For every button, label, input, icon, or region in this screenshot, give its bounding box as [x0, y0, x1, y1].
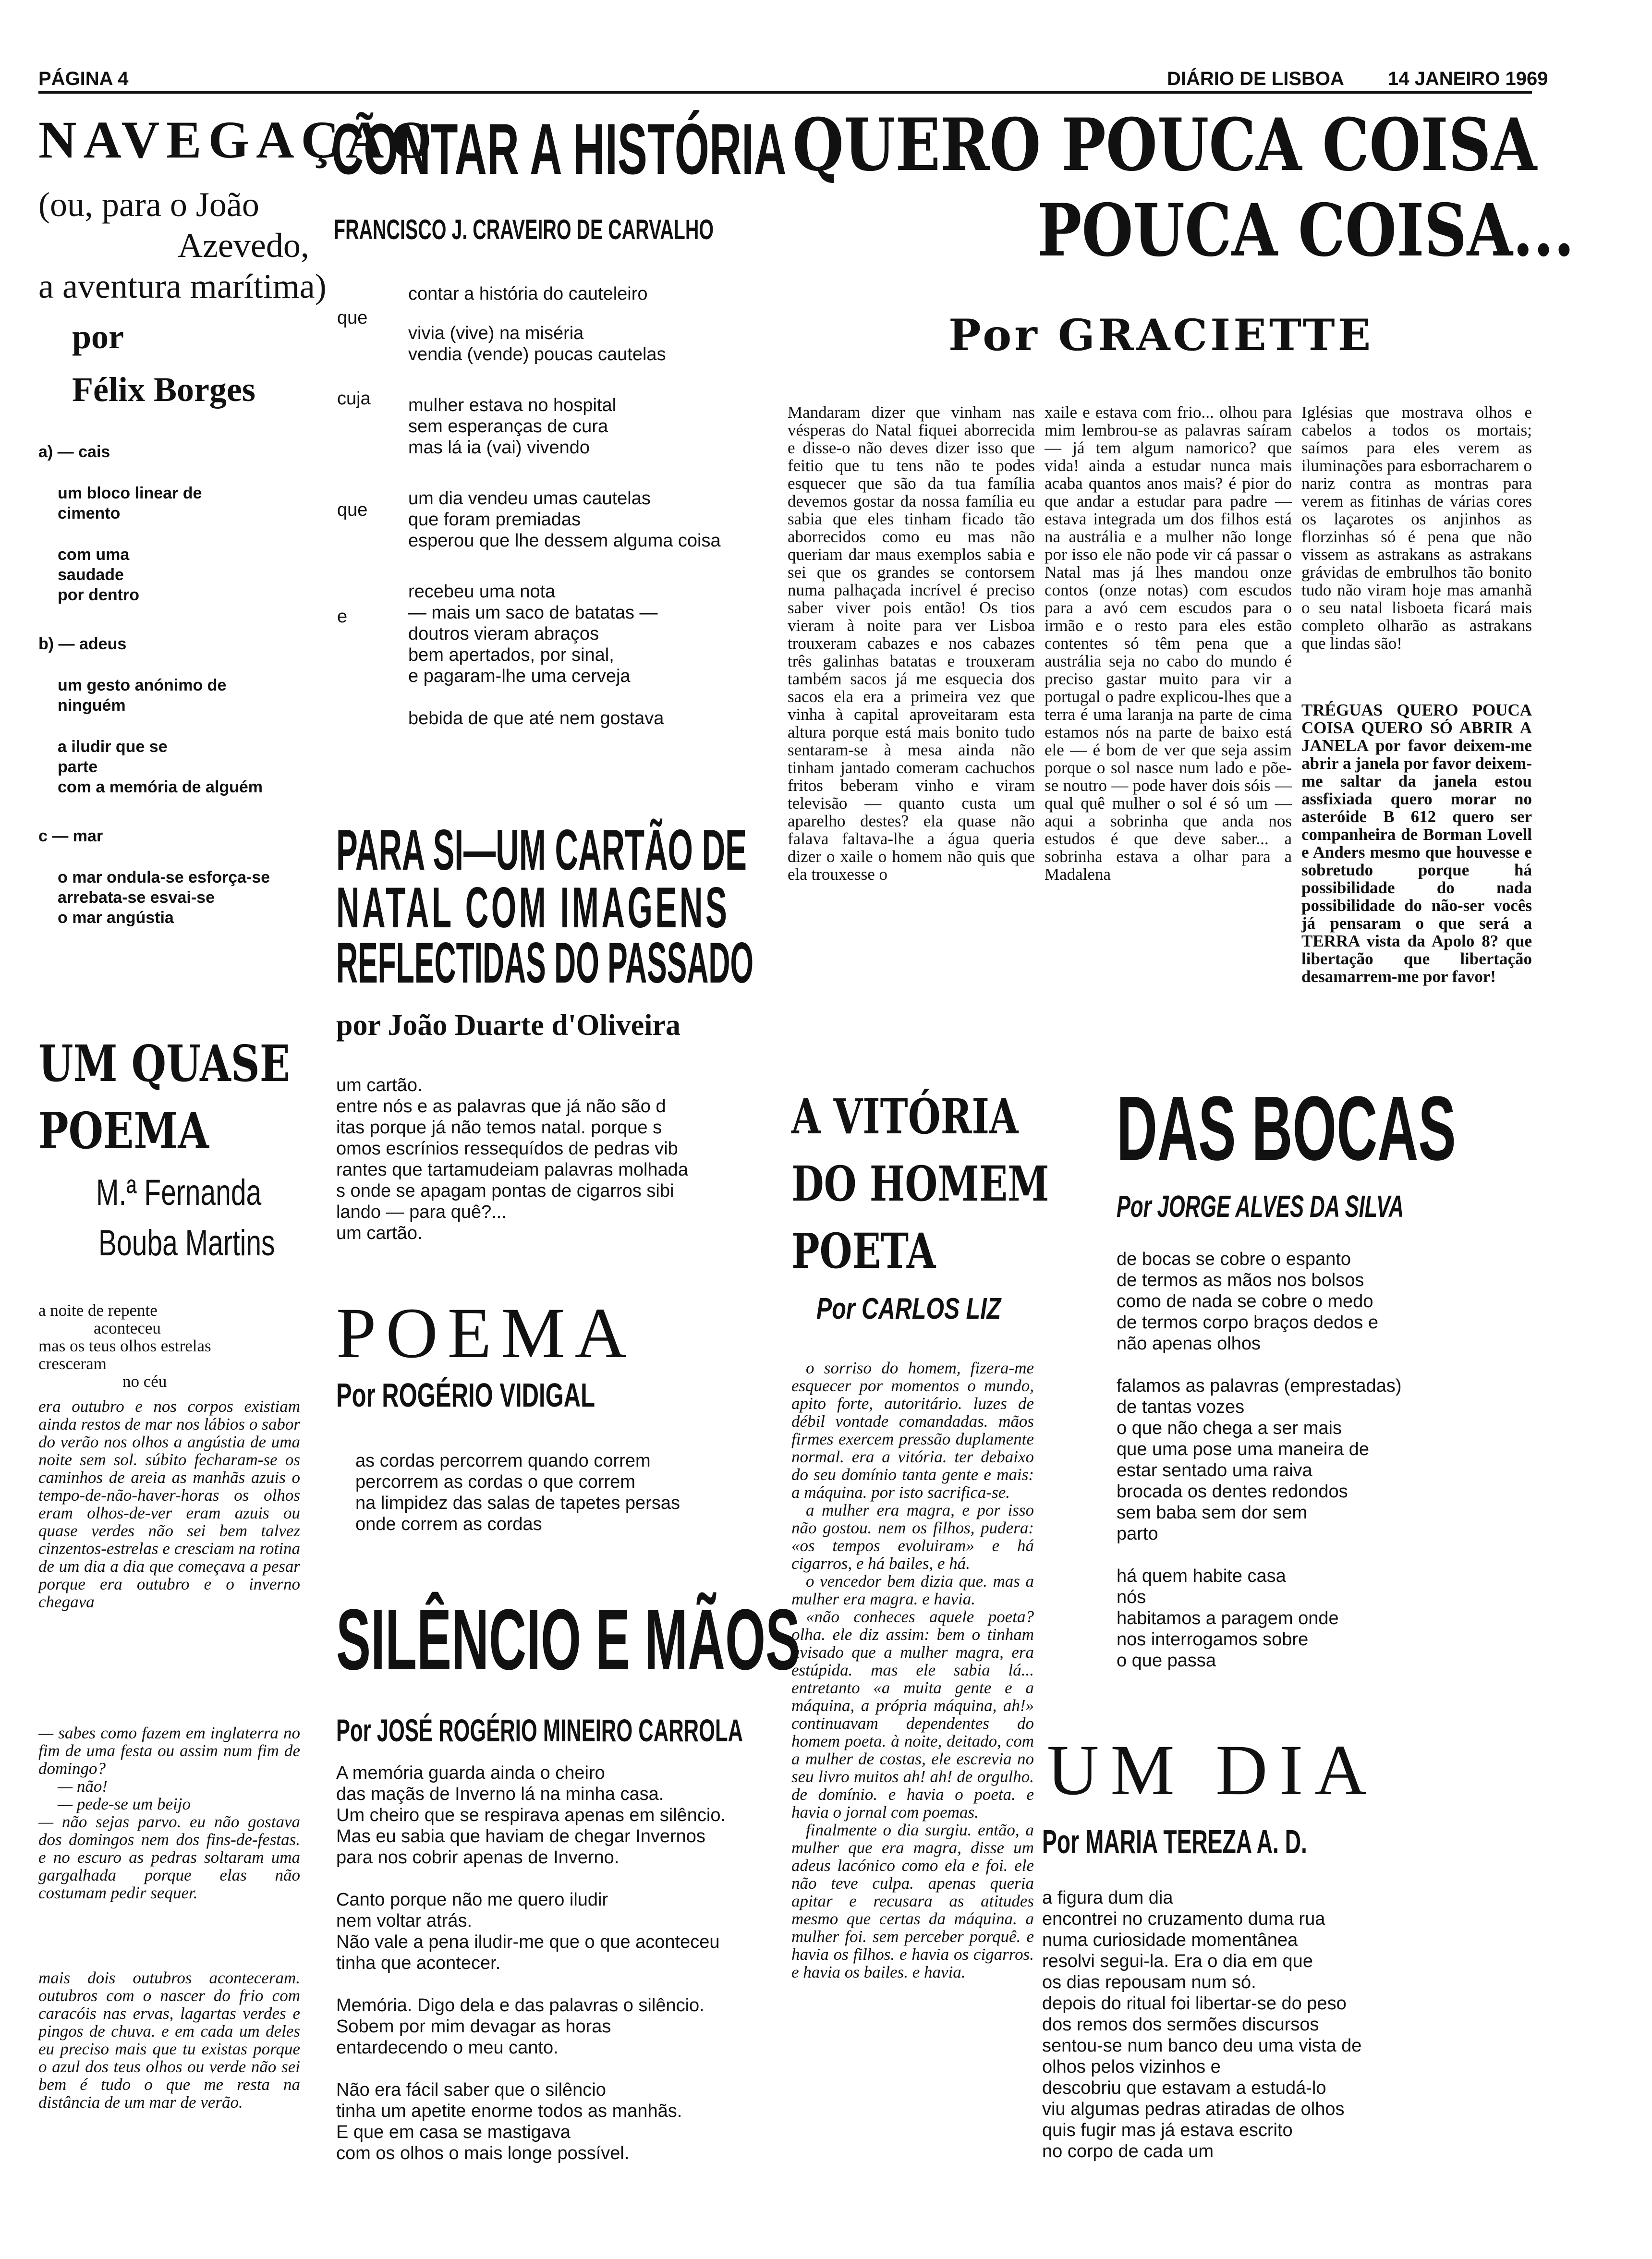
issue-date: 14 JANEIRO 1969 [1388, 68, 1548, 89]
poem-line: Não vale a pena iludir-me que o que aconteceu [336, 1932, 720, 1952]
poem-line: no corpo de cada um [1042, 2141, 1214, 2162]
poem-line: cimento [58, 504, 121, 522]
quase-author-1-text: M.ª Fernanda [96, 1172, 262, 1213]
vitoria-title-3-text: POETA [791, 1223, 936, 1279]
text-line: omos escrínios ressequídos de pedras vib [336, 1139, 678, 1159]
text-line: entre nós e as palavras que já não são d [336, 1096, 666, 1117]
poem-line: nós [1117, 1587, 1146, 1607]
paragraph: o sorriso do homem, fizera-me esquecer por momentos o mundo, apito forte, autoritário. luzes de débil vontade comandadas. mãos firmes exercem pressão duplamente normal. era a vitória. ter debaixo do seu domínio tanta gente e mais: a máquina. por isto sacrifica-se. [791, 1359, 1034, 1502]
poem-line: contar a história do cauteleiro [408, 284, 648, 304]
poem-line: de termos as mãos nos bolsos [1117, 1270, 1364, 1290]
quero-title-2-text: POUCA COISA... [1037, 188, 1575, 273]
poem-line: um dia vendeu umas cautelas [408, 488, 651, 509]
paragraph: a mulher era magra, e por isso não gostou. nem os filhos, pudera: «os tempos evoluiram» e há cigarros, e há bailes, e há. [791, 1501, 1034, 1573]
quero-column-3a: Iglésias que mostrava olhos e cabelos a todos os mortais; saímos para eles verem as iluminações para esborracharem o nariz contra as montras para verem as fitinhas de várias cores os laçarotes os anjinhos as florzinhas só é pena que não vissem as astrakans as astrakans grávidas de embrulhos tão bonito tudo não viram hoje mas amanhã o seu natal lisboeta ficará mais completo olharão as astrakans que lindas são! [1301, 403, 1532, 653]
stanza [336, 2079, 792, 2164]
paragraph: «não conheces aquele poeta? olha. ele diz assim: bem o tinham avisado que a mulher magra, era estúpida. mas ele sabia lá... entretanto «a muita gente e a máquina, a própria máquina, ah!» continuavam dependentes do homem poeta. à noite, deitado, com a mulher de costas, ele escrevia no seu livro muitos ah! ah! de orgulho. de domínio. e havia o poeta. e havia o jornal com poemas. [791, 1607, 1034, 1822]
para-si-title-1 [336, 818, 1069, 882]
poem-line: nos interrogamos sobre [1117, 1629, 1309, 1650]
poem-line: o que passa [1117, 1651, 1216, 1671]
quero-column-3b: TRÉGUAS QUERO POUCA COISA QUERO SÓ ABRIR A JANELA por favor deixem-me abrir a janela por favor deixem-me saltar da janela estou assfixiada quero morar no asteróide B 612 quero ser companheira de Borman Lovell e Anders mesmo que houvesse e sobretudo porque há possibilidade do nada possibilidade do não-ser vocês já pensaram o que será a TERRA vista da Apolo 8? que libertação que libertação desamarrem-me por favor! [1301, 701, 1532, 986]
quase-author-2 [98, 1222, 334, 1264]
para-si-author: por João Duarte d'Oliveira [336, 1009, 680, 1042]
quase-author-1 [96, 1172, 316, 1214]
vitoria-title-2-text: DO HOMEM [791, 1155, 1049, 1212]
quase-title-2-text: POEMA [38, 1101, 209, 1160]
quase-author-2-text: Bouba Martins [98, 1223, 275, 1263]
poem-line: o que não chega a ser mais [1117, 1418, 1342, 1438]
para-si-text [336, 1075, 788, 1244]
contar-title-text: CONTAR A HISTÓRIA [331, 109, 787, 189]
poem-line: mas os teus olhos estrelas [38, 1336, 211, 1355]
poem-line: o mar ondula-se esforça-se [58, 868, 270, 887]
quase-intro [38, 1301, 307, 1390]
poem-line: com os olhos o mais longe possível. [336, 2143, 630, 2163]
navegacao-title: NAVEGAÇÃO [38, 110, 438, 169]
para-si-title-2-text: NATAL COM IMAGENS [336, 875, 730, 940]
text-line: um cartão. [336, 1223, 423, 1243]
para-si-title-3-text: REFLECTIDAS DO PASSADO [336, 931, 754, 995]
poem-line: para nos cobrir apenas de Inverno. [336, 1847, 620, 1868]
poem-line: que uma pose uma maneira de [1117, 1439, 1369, 1459]
poem-line: parte [58, 758, 98, 776]
page-number: PÁGINA 4 [38, 68, 129, 89]
poema-author-text: Por ROGÉRIO VIDIGAL [336, 1376, 595, 1414]
poem-line: doutros vieram abraços [408, 624, 599, 644]
poem-line: Mas eu sabia que haviam de chegar Invernos [336, 1826, 705, 1846]
text-line: rantes que tartamudeiam palavras molhada [336, 1160, 688, 1180]
dialogue-line: — pede-se um beijo [58, 1795, 191, 1813]
quase-title-1-text: UM QUASE [38, 1034, 291, 1093]
poem-line: b) — adeus [38, 635, 127, 653]
poem-line: entardecendo o meu canto. [336, 2038, 559, 2058]
bocas-author-text: Por JORGE ALVES DA SILVA [1117, 1189, 1404, 1224]
vitoria-title-2 [791, 1157, 1122, 1210]
navegacao-author: Félix Borges [72, 370, 255, 409]
quase-closing: mais dois outubros aconteceram. outubros com o nascer do frio com caracóis nas ervas, lagartas verdes e pingos de chuva. e em cada um deles eu preciso mais que tu existas porque o azul dos teus olhos ou verde não sei bem é tudo o que me resta na distância de um mar de verão. [38, 1969, 300, 2112]
poem-line: Sobem por mim devagar as horas [336, 2016, 611, 2037]
poema-author [336, 1376, 706, 1414]
contar-left-word-4: e [337, 607, 348, 627]
umdia-title: UM DIA [1047, 1730, 1378, 1810]
poem-line: dos remos dos sermões discursos [1042, 2015, 1319, 2035]
poem-line: Um cheiro que se respirava apenas em silêncio. [336, 1805, 726, 1825]
quase-body: era outubro e nos corpos existiam ainda restos de mar nos lábios o sabor do verão nos olhos a angústia de uma noite sem sol. súbito fecharam-se os caminhos de areia as manhãs azuis o tempo-de-não-haver-horas os olhos eram olhos-de-ver eram azuis ou quase verdes não sei bem talvez cinzentos-estrelas e cresciam na rotina de um dia a dia que começava a pesar porque era outubro e o inverno chegava [38, 1397, 300, 1611]
paragraph: finalmente o dia surgiu. então, a mulher que era magra, disse um adeus lacónico como ela e foi. ele não teve culpa. apenas queria apitar e recusara as atitudes mesmo que certas da máquina. a mulher foi. sem perceber porquê. e havia os filhos. e havia os cigarros. e havia os bailes. e havia. [791, 1821, 1034, 1981]
navegacao-poem [38, 442, 327, 928]
poem-line: com uma [58, 546, 130, 564]
poem-line: como de nada se cobre o medo [1117, 1291, 1373, 1312]
poem-line: um bloco linear de [58, 484, 202, 502]
poem-line: um gesto anónimo de [58, 676, 227, 694]
navegacao-by: por [72, 317, 124, 356]
silencio-text [336, 1762, 792, 2164]
contar-author [334, 214, 892, 246]
quero-author: Por GRACIETTE [948, 310, 1374, 361]
quase-title-1 [38, 1034, 353, 1093]
para-si-title-2 [336, 875, 1039, 940]
poem-line: falamos as palavras (emprestadas) [1117, 1376, 1402, 1396]
quase-dialogue [38, 1724, 300, 1979]
vitoria-title-3 [791, 1225, 976, 1277]
vitoria-text [791, 1359, 1034, 2175]
poem-line: onde correm as cordas [355, 1514, 542, 1534]
poem-line: vendia (vende) poucas cautelas [408, 344, 666, 364]
vitoria-title-1-text: A VITÓRIA [791, 1088, 1019, 1145]
para-si-title-1-text: PARA SI—UM CARTÃO DE [336, 818, 747, 882]
poem-line: habitamos a paragem onde [1117, 1608, 1339, 1628]
poem-line: com a memória de alguém [58, 778, 263, 796]
poem-line: de tantas vozes [1117, 1397, 1245, 1417]
poem-line: cresceram [38, 1354, 107, 1373]
poem-line: e pagaram-lhe uma cerveja [408, 666, 631, 686]
poem-line: olhos pelos vizinhos e [1042, 2057, 1221, 2077]
poem-line: descobriu que estavam a estudá-lo [1042, 2078, 1326, 2098]
quase-title-2 [38, 1101, 252, 1160]
text-line: lando — para quê?... [336, 1202, 507, 1222]
navegacao-subtitle-1: (ou, para o João [38, 185, 259, 224]
poem-line: a iludir que se [58, 738, 168, 756]
poem-line: Memória. Digo dela e das palavras o silêncio. [336, 1995, 705, 2016]
poem-line: percorrem as cordas o que correm [355, 1472, 635, 1492]
contar-author-text: FRANCISCO J. CRAVEIRO DE CARVALHO [334, 214, 714, 245]
header-rule [38, 91, 1532, 94]
poem-line: bebida de que até nem gostava [408, 708, 664, 729]
poem-line: nem voltar atrás. [336, 1911, 472, 1931]
poem-line: E que em casa se mastigava [336, 2122, 571, 2142]
vitoria-author-text: Por CARLOS LIZ [816, 1292, 1001, 1325]
navegacao-subtitle-3: a aventura marítima) [38, 267, 327, 305]
poem-line: aconteceu [94, 1319, 161, 1337]
poem-line: tinha que acontecer. [336, 1953, 501, 1973]
poem-line: vivia (vive) na miséria [408, 323, 584, 343]
poem-line: não apenas olhos [1117, 1334, 1261, 1354]
poem-line: por dentro [58, 586, 139, 604]
poem-line: numa curiosidade momentânea [1042, 1930, 1298, 1950]
bocas-title-text: DAS BOCAS [1117, 1078, 1456, 1179]
poem-line: encontrei no cruzamento duma rua [1042, 1909, 1325, 1929]
poem-line: mulher estava no hospital [408, 395, 617, 415]
poem-line: brocada os dentes redondos [1117, 1482, 1348, 1502]
poem-line: parto [1117, 1524, 1158, 1544]
poem-line: viu algumas pedras atiradas de olhos [1042, 2099, 1345, 2119]
vitoria-title-1 [791, 1090, 1082, 1143]
poem-line: sem esperanças de cura [408, 416, 608, 437]
quero-title-1-text: QUERO POUCA COISA [792, 103, 1537, 187]
poem-line: mas lá ia (vai) vivendo [408, 437, 590, 458]
poem-line: a) — cais [38, 443, 110, 461]
poem-line: a figura dum dia [1042, 1888, 1173, 1908]
poem-line: resolvi segui-la. Era o dia em que [1042, 1951, 1313, 1971]
poem-line: ninguém [58, 696, 126, 715]
poem-line: os dias repousam num só. [1042, 1972, 1256, 1992]
newspaper-name: DIÁRIO DE LISBOA [1167, 68, 1344, 89]
poem-line: tinha um apetite enorme todos as manhãs. [336, 2101, 682, 2121]
stanza [336, 1762, 792, 1868]
dialogue-line: — não! [58, 1777, 108, 1796]
quero-column-2: xaile e estava com frio... olhou para mim lembrou-se as palavras saíram — já tem algum namorico? que vida! ainda a estudar nunca mais acaba quantos anos mais? é pior do que andar a estudar para padre — estava integrada um dos filhos está na austrália e a mulher não longe por isso ele não pode vir cá passar o Natal mas já lhes mandou onze contos (onze notas) com escudos para a avó cem escudos para o irmão e o resto para eles estão contentes só têm pena que a austrália seja no cabo do mundo é preciso gastar muito para vir a portugal o padre explicou-lhes que a terra é uma laranja na parte de cima estamos nós na parte de baixo está ele — é bom de ver que seja assim porque o sol nasce num lado e põe-se noutro — pode haver dois sóis — qual quê mulher o sol é só um — aqui a sobrinha que anda nos estudos é que deve saber... a sobrinha estava a olhar para a Madalena [1045, 403, 1292, 884]
poem-line: as cordas percorrem quando correm [355, 1451, 651, 1471]
poem-line: sem baba sem dor sem [1117, 1503, 1308, 1523]
poem-line: recebeu uma nota [408, 582, 556, 602]
navegacao-subtitle-2: Azevedo, [178, 226, 309, 265]
stanza [336, 1995, 792, 2058]
bocas-title [1117, 1078, 1652, 1179]
poem-line: Não era fácil saber que o silêncio [336, 2080, 606, 2100]
silencio-author-text: Por JOSÉ ROGÉRIO MINEIRO CARROLA [336, 1712, 743, 1748]
poem-line: esperou que lhe dessem alguma coisa [408, 531, 721, 551]
poem-line: depois do ritual foi libertar-se do peso [1042, 1993, 1347, 2014]
umdia-text [1042, 1887, 1532, 2162]
contar-left-word-2: cuja [337, 389, 371, 409]
quero-title-2 [1037, 188, 1652, 273]
contar-left-word-3: que [337, 500, 368, 520]
poem-line: arrebata-se esvai-se [58, 888, 215, 907]
poema-title: POEMA [336, 1293, 637, 1373]
poem-line: A memória guarda ainda o cheiro [336, 1763, 605, 1783]
poem-line: de termos corpo braços dedos e [1117, 1312, 1378, 1333]
umdia-author [1042, 1822, 1444, 1861]
poem-line: saudade [58, 566, 124, 584]
dialogue-line: — sabes como fazem em inglaterra no fim de uma festa ou assim num fim de domingo? [38, 1724, 300, 1778]
poem-line: c — mar [38, 827, 103, 845]
contar-left-word-1: que [337, 308, 368, 328]
contar-poem [408, 283, 783, 729]
umdia-author-text: Por MARIA TEREZA A. D. [1042, 1823, 1307, 1860]
bocas-text [1117, 1249, 1530, 1671]
text-line: s onde se apagam pontas de cigarros sibi [336, 1181, 674, 1201]
poem-line: — mais um saco de batatas — [408, 603, 658, 623]
poem-line: sentou-se num banco deu uma vista de [1042, 2036, 1362, 2056]
text-line: itas porque já não temos natal. porque s [336, 1117, 662, 1138]
quero-column-1: Mandaram dizer que vinham nas vésperas do Natal fiquei aborrecida e disse-o não deves dizer isso que feitio que tu tens não te podes esquecer que são da tua família devemos gostar da nossa família eu sabia que eles tinham ficado tão aborrecidos como eu mas não queriam dar maus exemplos sabia e sei que os grandes se contorsem numa palhaçada incrível é preciso saber viver pois então! Os tios vieram à noite para ver Lisboa trouxeram cabazes e nos cabazes três galinhas batatas e trouxeram também sacos já me esquecia dos sacos ela era a primeira vez que vinha à capital aproveitaram esta altura porque está mais bonito tudo sentaram-se à mesa ainda não tinham jantado comeram cachuchos fritos beberam vinho e viram televisão — quanto custa um aparelho destes? ela quase não falava faltava-lhe a água queria dizer o xaile o homem não quis que ela trouxesse o [788, 403, 1035, 884]
poem-line: Canto porque não me quero iludir [336, 1890, 608, 1910]
paragraph: o vencedor bem dizia que. mas a mulher era magra. e havia. [791, 1572, 1034, 1608]
stanza [336, 1889, 792, 1974]
poem-line: a noite de repente [38, 1301, 158, 1320]
quero-title-1 [792, 103, 1652, 187]
poem-line: de bocas se cobre o espanto [1117, 1249, 1351, 1269]
poem-line: quis fugir mas já estava escrito [1042, 2120, 1293, 2140]
bocas-author [1117, 1189, 1539, 1224]
dialogue-line: — não sejas parvo. eu não gostava dos domingos nem dos fins-de-festas. e no escuro as pedras soltaram uma gargalhada porque elas não costumam pedir sequer. [38, 1812, 300, 1902]
poem-line: o mar angústia [58, 909, 174, 927]
text-line: um cartão. [336, 1075, 423, 1095]
poem-line: das maçãs de Inverno lá na minha casa. [336, 1784, 664, 1804]
poem-line: bem apertados, por sinal, [408, 645, 614, 665]
poem-line: na limpidez das salas de tapetes persas [355, 1493, 680, 1513]
poem-line: há quem habite casa [1117, 1566, 1286, 1586]
vitoria-author [816, 1292, 1053, 1326]
poem-line: que foram premiadas [408, 510, 581, 530]
silencio-title-text: SILÊNCIO E MÃOS [336, 1591, 801, 1688]
poem-line: estar sentado uma raiva [1117, 1460, 1312, 1481]
para-si-title-3 [336, 931, 1139, 995]
poema-text [355, 1450, 788, 1535]
poem-line: no céu [122, 1372, 167, 1391]
